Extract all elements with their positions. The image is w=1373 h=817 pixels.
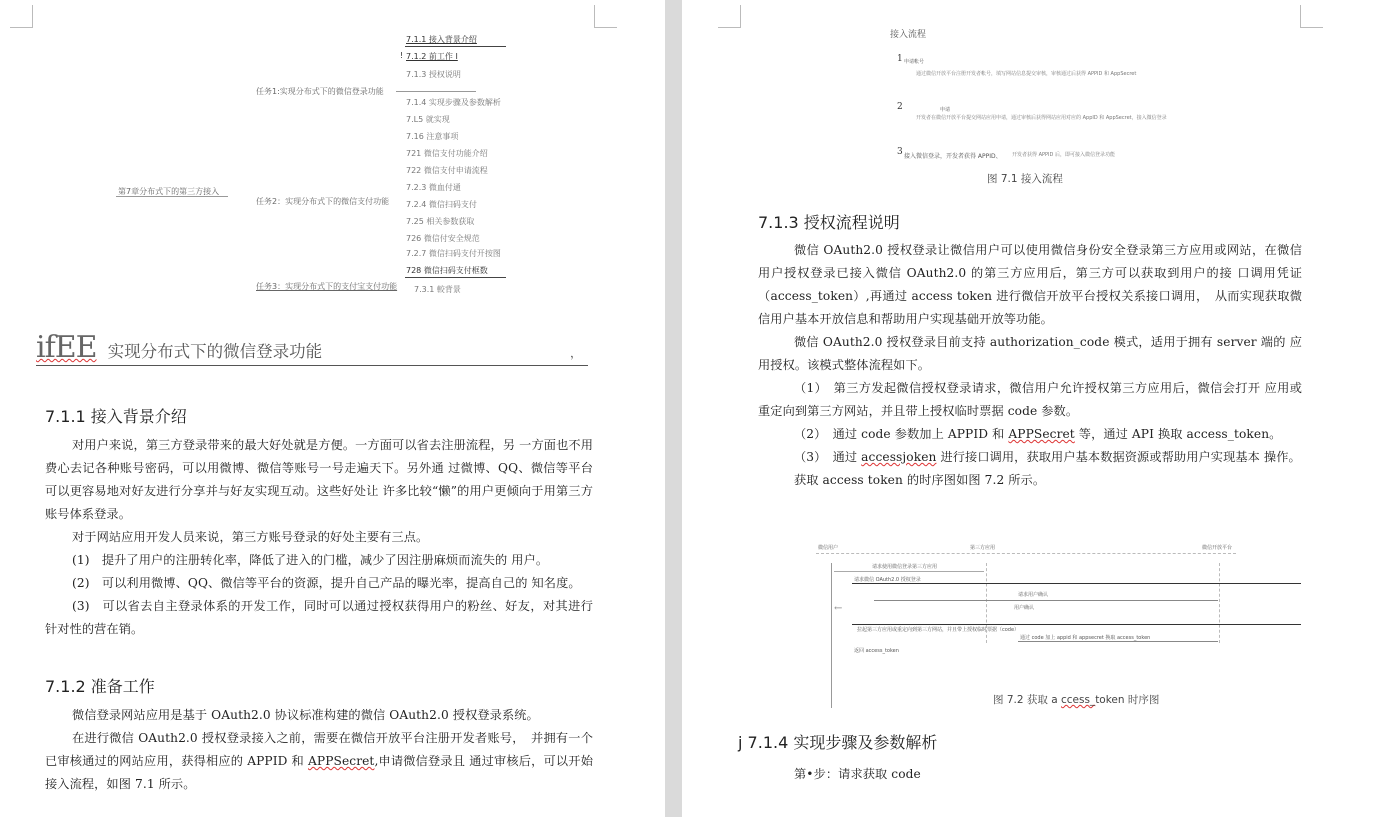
list-item: （3） 通过 accessjoken 进行接口调用，获取用户基本数据资源或帮助用户实现基本 操作。 [794, 450, 1301, 464]
mindmap-item: 7.1.1 接入背景介绍 [406, 35, 477, 44]
figure-caption: 图 7.1 接入流程 [987, 173, 1063, 185]
list-item: （1） 第三方发起微信授权登录请求，微信用户允许授权第三方应用后，微信会打开 应用或重定向到第三方网站，并且带上授权临时票据 code 参数。 [758, 381, 1302, 418]
spellcheck-flag: ccess_ [1060, 694, 1096, 706]
mindmap-task-2: 任务2：实现分布式下的微信支付功能 [256, 197, 390, 206]
list-item: (1) 提升了用户的注册转化率，降低了进入的门槛，减少了因注册麻烦而流失的 用户。 [72, 553, 549, 567]
mindmap-item: 7.2.3 微血付通 [406, 183, 461, 192]
flow-step-title: 申请帐号 [904, 59, 925, 65]
spellcheck-flag: APPSecret [308, 754, 375, 768]
section-heading-7-1-2: 7.1.2 准备工作 [45, 677, 155, 696]
mindmap-item: 722 微信支付申请流程 [406, 166, 488, 175]
seq-message: 通过 code 加上 appid 和 appsecret 换取 access_token [1020, 635, 1151, 641]
paragraph: 获取 access token 的时序图如图 7.2 所示。 [794, 473, 1046, 487]
mindmap-root: 第7章分布式下的第三方接入 [118, 187, 220, 196]
mindmap-item: 7.1.3 授权说明 [406, 70, 461, 79]
section-7-1-2-body [45, 704, 593, 796]
section-7-1-1-body [45, 434, 593, 641]
mindmap-item: 7.16 注意事项 [406, 132, 459, 141]
chapter-prefix: ifEE [36, 330, 97, 365]
mindmap-item: 7.L5 就实现 [406, 115, 450, 124]
paragraph: 微信 OAuth2.0 授权登录让微信用户可以使用微信身份安全登录第三方应用或网站，在微信用户授权登录已接入微信 OAuth2.0 的第三方应用后，第三方可以获取到用户的接 口调用凭证（access_token）,再通过 access token 进行微信开放平台授权关系接口调用， 从而实现获取微信用户基本开放信息和帮助用户实现基础开放等功能。 [758, 243, 1302, 326]
mindmap-item: 7.1.4 实现步骤及参数解析 [406, 98, 501, 107]
chapter-title: 实现分布式下的微信登录功能 [107, 342, 323, 361]
chapter-mark: ， [570, 346, 583, 360]
margin-corner-mark [10, 5, 33, 28]
document-page-left [0, 0, 665, 817]
section-heading-7-1-4 [738, 730, 937, 753]
step-1-text: 第•步：请求获取 code [794, 767, 921, 781]
mindmap-item: 7.1.2 前工作 I [406, 52, 458, 61]
spellcheck-flag: accessjoken [861, 450, 937, 464]
figure-caption: 图 7.2 获取 a ccess_token 时序图 [993, 694, 1160, 706]
heading-text: 7.1.4 实现步骤及参数解析 [747, 733, 938, 752]
mindmap-item: 728 微信扫码支付框数 [406, 266, 488, 275]
paragraph: 对用户来说，第三方登录带来的最大好处就是方便。一方面可以省去注册流程，另 一方面也不用费心去记各种账号密码，可以用微博、微信等账号一号走遍天下。另外通 过微博、QQ、微信等平台可以更容易地对好友进行分享并与好友实现互动。这些好处让 许多比较“懒”的用户更倾向于用第三方账号体系登录。 [45, 438, 593, 521]
document-page-right [682, 0, 1373, 817]
flow-step-number: 2 [897, 102, 903, 112]
mindmap-task-1: 任务1:实现分布式下的微信登录功能 [256, 87, 384, 96]
mindmap-item: 721 微信支付功能介绍 [406, 149, 488, 158]
paragraph: 微信登录网站应用是基于 OAuth2.0 协议标准构建的微信 OAuth2.0 授权登录系统。 [72, 708, 539, 722]
margin-corner-mark [594, 5, 617, 28]
mindmap-item: ! [400, 51, 404, 60]
seq-actor: 微信开放平台 [1202, 545, 1233, 551]
flow-step-desc: 通过微信开放平台注册开发者帐号，填写网站信息提交审核，审核通过后获得 APPID 和 AppSecret [916, 71, 1137, 77]
flow-step-desc: 开发者获得 APPID 后，即可接入微信登录功能 [1012, 152, 1115, 158]
seq-message: 请求微信 OAuth2.0 授权登录 [854, 577, 921, 583]
flow-step-title: 申请 [940, 107, 951, 113]
chapter-heading [36, 330, 322, 365]
mindmap-item: 7.2.7 微信扫码支付开按图 [406, 249, 501, 258]
flow-step-desc: 开发者在微信开放平台提交网站应用申请，通过审核后获得网站应用对应的 AppID 和 AppSecret，接入微信登录 [916, 115, 1167, 121]
flow-step-title: 接入微信登录，开发者获得 APPID、 [904, 153, 1002, 160]
paragraph: 在进行微信 OAuth2.0 授权登录接入之前，需要在微信开放平台注册开发者账号， 并拥有一个已审核通过的网站应用，获得相应的 APPID 和 APPSecret,申请微信登录且 通过审核后，可以开始接入流程，如图 7.1 所示。 [45, 731, 593, 791]
seq-actor: 微信用户 [818, 545, 839, 551]
flow-step-number: 1 [897, 54, 903, 64]
seq-message: 拉起第三方应用或重定向到第三方网站，并且带上授权临时票据（code） [857, 627, 1020, 633]
seq-message: 请求用户确认 [1018, 592, 1049, 598]
mindmap-item: 7.25 相关参数获取 [406, 217, 475, 226]
arrow-left-icon: ← [834, 603, 843, 614]
mindmap-item: 726 微信付安全规范 [406, 234, 480, 243]
flow-step-number: 3 [897, 147, 903, 157]
margin-corner-mark [718, 5, 741, 28]
seq-actor: 第三方应用 [970, 545, 996, 551]
paragraph: 微信 OAuth2.0 授权登录目前支持 authorization_code 模式，适用于拥有 server 端的 应用授权。该模式整体流程如下。 [758, 335, 1302, 372]
margin-corner-mark [1300, 5, 1323, 28]
mindmap-item: 7.2.4 微信扫码支付 [406, 200, 477, 209]
section-7-1-3-body [758, 239, 1302, 492]
mindmap-task-3: 任务3：实现分布式下的支付宝支付功能 [256, 282, 398, 291]
seq-message: 请求使用微信登录第三方应用 [872, 564, 938, 570]
heading-prefix: j [738, 733, 743, 752]
section-heading-7-1-1: 7.1.1 接入背景介绍 [45, 407, 187, 426]
flow-label: 接入流程 [890, 30, 927, 40]
seq-message: 返回 access_token [854, 648, 899, 654]
list-item: （2） 通过 code 参数加上 APPID 和 APPSecret 等，通过 API 换取 access_token。 [794, 427, 1282, 441]
mindmap-item: 7.3.1 較背景 [414, 285, 461, 294]
section-heading-7-1-3: 7.1.3 授权流程说明 [758, 213, 900, 232]
list-item: (2) 可以利用微博、QQ、微信等平台的资源，提升自己产品的曝光率，提高自己的 知名度。 [72, 576, 581, 590]
page-gap [665, 0, 682, 817]
list-item: (3) 可以省去自主登录体系的开发工作，同时可以通过授权获得用户的粉丝、好友，对其进行针对性的营在销。 [45, 599, 593, 636]
paragraph: 对于网站应用开发人员来说，第三方账号登录的好处主要有三点。 [72, 530, 429, 544]
seq-message: 用户确认 [1014, 605, 1035, 611]
spellcheck-flag: APPSecret [1008, 427, 1075, 441]
